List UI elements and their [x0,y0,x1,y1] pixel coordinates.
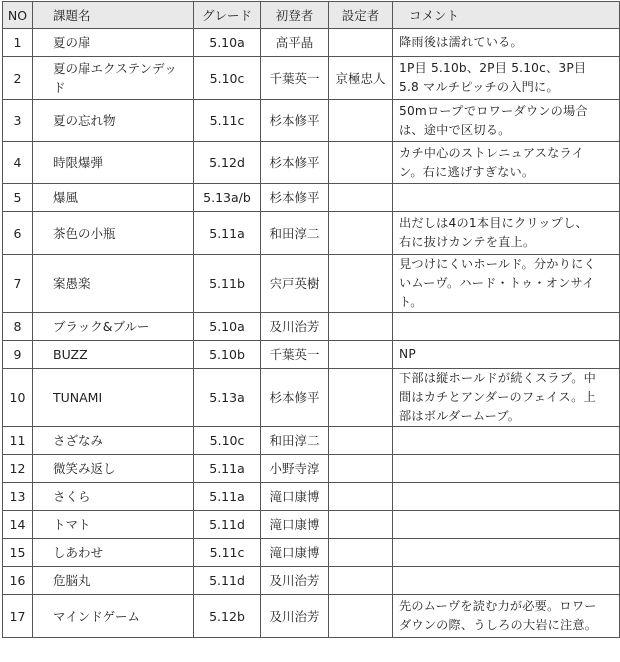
table-row [3,100,620,142]
route-name: しあわせ [33,539,194,567]
first-ascent: 滝口康博 [261,483,329,511]
comment-line: 降雨後は濡れている。 [399,35,523,49]
header-no: NO [3,2,33,29]
route-comment [393,567,620,595]
route-comment [393,595,620,638]
route-grade: 5.10b [194,341,261,369]
route-number: 14 [3,511,33,539]
comment-line: 先のムーヴを読む力が必要。ロワー [399,599,597,613]
route-name: マインドゲーム [33,595,194,638]
comment-line: 50mロープでロワーダウンの場合 [399,103,588,118]
route-name: ブラック&ブルー [33,313,194,341]
header-setter: 設定者 [329,2,393,29]
route-comment [393,341,620,369]
header-row [3,2,620,29]
route-setter [329,100,393,142]
route-name: 夏の扉エクステンデッド [33,57,194,100]
header-first-ascent: 初登者 [261,2,329,29]
route-grade: 5.11c [194,100,261,142]
table-row [3,427,620,455]
first-ascent: 滝口康博 [261,539,329,567]
first-ascent: 滝口康博 [261,511,329,539]
route-setter [329,212,393,255]
comment-line: NP [399,347,416,361]
route-setter [329,29,393,57]
route-grade: 5.12d [194,142,261,184]
route-number: 6 [3,212,33,255]
comment-line: 出だしは4の1本目にクリップし、 [399,216,588,230]
header-comment: コメント [393,2,620,29]
route-number: 5 [3,184,33,212]
route-number: 13 [3,483,33,511]
route-number: 8 [3,313,33,341]
route-grade: 5.11a [194,455,261,483]
table-row [3,29,620,57]
table-row [3,341,620,369]
route-setter [329,595,393,638]
first-ascent: 小野寺淳 [261,455,329,483]
route-comment [393,142,620,184]
route-comment [393,29,620,57]
header-name: 課題名 [33,2,194,29]
route-grade: 5.11d [194,567,261,595]
route-number: 16 [3,567,33,595]
route-name: BUZZ [33,341,194,369]
route-setter [329,341,393,369]
table-row [3,142,620,184]
table-row [3,212,620,255]
route-number: 10 [3,369,33,427]
route-name: さくら [33,483,194,511]
route-comment [393,455,620,483]
table-row [3,539,620,567]
comment-line: 5.8 マルチピッチの入門に。 [399,80,559,94]
route-comment [393,100,620,142]
first-ascent: 杉本修平 [261,369,329,427]
comment-line: ト。 [399,295,423,309]
route-setter [329,255,393,313]
route-comment [393,212,620,255]
comment-line: 部はボルダームーブ。 [399,409,521,423]
comment-line: カチ中心のストレニュアスなライ [399,145,584,160]
route-setter [329,539,393,567]
first-ascent: 杉本修平 [261,142,329,184]
route-number: 3 [3,100,33,142]
route-setter: 京極忠人 [329,57,393,100]
first-ascent: 和田淳二 [261,427,329,455]
comment-line: 下部は縦ホールドが続くスラブ。中 [399,371,596,385]
route-name: トマト [33,511,194,539]
table-row [3,369,620,427]
first-ascent: 千葉英一 [261,57,329,100]
route-comment [393,427,620,455]
route-grade: 5.11d [194,511,261,539]
comment-line: ン。右に逃げすぎない。 [399,164,535,179]
route-number: 15 [3,539,33,567]
first-ascent: 宍戸英樹 [261,255,329,313]
route-number: 2 [3,57,33,100]
table-row [3,455,620,483]
first-ascent: 及川治芳 [261,567,329,595]
table-row [3,483,620,511]
table-row [3,313,620,341]
table-row [3,57,620,100]
route-setter [329,369,393,427]
route-grade: 5.10c [194,57,261,100]
comment-line: 右に抜けカンテを直上。 [399,235,536,249]
route-comment [393,511,620,539]
route-comment [393,313,620,341]
header-grade: グレード [194,2,261,29]
route-setter [329,313,393,341]
route-number: 17 [3,595,33,638]
route-name: 夏の扉 [33,29,194,57]
route-name: 危脳丸 [33,567,194,595]
route-setter [329,483,393,511]
route-number: 9 [3,341,33,369]
route-name: 夏の忘れ物 [33,100,194,142]
comment-line: ダウンの際、うしろの大岩に注意。 [399,618,598,632]
table-body [3,29,620,638]
first-ascent: 杉本修平 [261,184,329,212]
table-row [3,255,620,313]
route-grade: 5.11a [194,483,261,511]
route-grade: 5.13a/b [194,184,261,212]
route-setter [329,142,393,184]
route-grade: 5.10a [194,313,261,341]
table-row [3,567,620,595]
comment-line: 見つけにくいホールド。分かりにく [399,257,596,271]
route-grade: 5.12b [194,595,261,638]
route-name: 茶色の小瓶 [33,212,194,255]
first-ascent: 及川治芳 [261,313,329,341]
route-name: さざなみ [33,427,194,455]
route-grade: 5.10c [194,427,261,455]
route-comment [393,184,620,212]
route-name: 微笑み返し [33,455,194,483]
route-comment [393,57,620,100]
first-ascent: 高平晶 [261,29,329,57]
table-row [3,595,620,638]
route-comment [393,255,620,313]
comment-line: 1P目 5.10b、2P目 5.10c、3P目 [399,61,587,75]
table-row [3,511,620,539]
route-grade: 5.11a [194,212,261,255]
route-comment [393,539,620,567]
route-number: 7 [3,255,33,313]
route-setter [329,567,393,595]
first-ascent: 千葉英一 [261,341,329,369]
route-comment [393,483,620,511]
route-name: 案愚楽 [33,255,194,313]
first-ascent: 杉本修平 [261,100,329,142]
route-name: 爆風 [33,184,194,212]
comment-line: いムーヴ。ハード・トゥ・オンサイ [399,276,595,290]
route-grade: 5.11c [194,539,261,567]
route-name: TUNAMI [33,369,194,427]
route-table [2,1,620,638]
comment-line: は、途中で区切る。 [399,122,511,137]
route-number: 12 [3,455,33,483]
route-number: 1 [3,29,33,57]
route-setter [329,511,393,539]
route-comment [393,369,620,427]
route-setter [329,455,393,483]
comment-line: 間はカチとアンダーのフェイス。上 [399,390,596,404]
route-grade: 5.13a [194,369,261,427]
route-number: 4 [3,142,33,184]
first-ascent: 及川治芳 [261,595,329,638]
route-grade: 5.11b [194,255,261,313]
route-name: 時限爆弾 [33,142,194,184]
route-setter [329,184,393,212]
route-grade: 5.10a [194,29,261,57]
route-setter [329,427,393,455]
route-number: 11 [3,427,33,455]
first-ascent: 和田淳二 [261,212,329,255]
table-row [3,184,620,212]
